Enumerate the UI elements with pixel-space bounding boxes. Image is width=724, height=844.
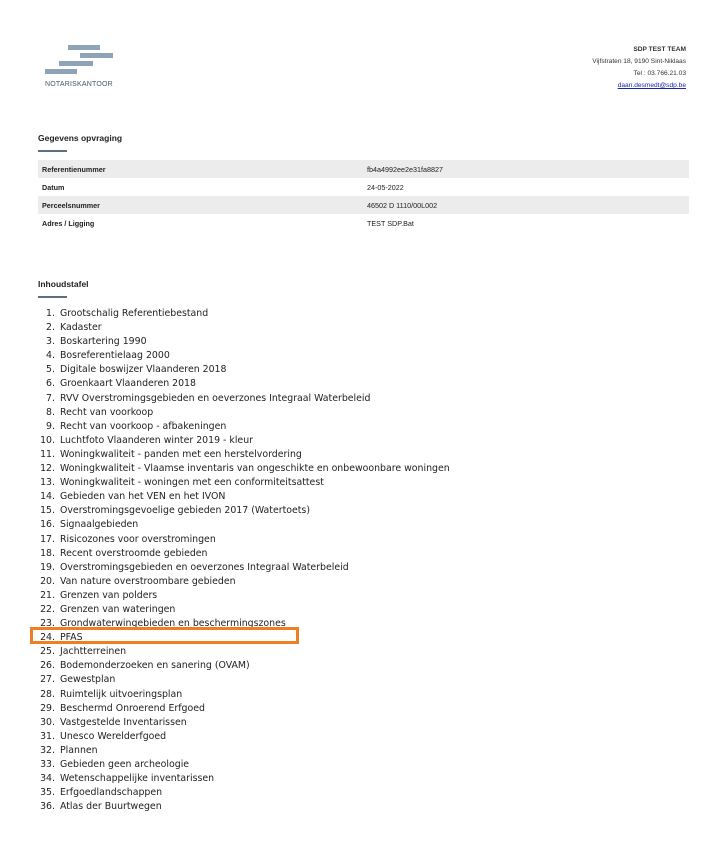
toc-item[interactable] bbox=[38, 688, 450, 702]
toc-label: Woningkwaliteit - woningen met een conformiteitsattest bbox=[60, 477, 324, 489]
email-link[interactable]: daan.desmedt@sdp.be bbox=[617, 82, 686, 89]
toc-number: 12. bbox=[40, 463, 55, 475]
row-label: Adres / Ligging bbox=[42, 218, 95, 228]
toc-label: Van nature overstroombare gebieden bbox=[60, 575, 236, 587]
toc-number: 31. bbox=[40, 730, 55, 742]
telephone: Tel : 03.766.21.03 bbox=[633, 70, 686, 77]
toc-label: Luchtfoto Vlaanderen winter 2019 - kleur bbox=[60, 434, 253, 446]
toc-number: 3. bbox=[46, 336, 55, 348]
toc-number: 23. bbox=[40, 618, 55, 630]
toc-label: Recent overstroomde gebieden bbox=[60, 547, 208, 559]
highlight-box bbox=[30, 627, 299, 644]
toc-number: 19. bbox=[40, 561, 55, 573]
toc-label: Vastgestelde Inventarissen bbox=[60, 716, 187, 728]
toc-number: 6. bbox=[46, 378, 55, 390]
toc-number: 11. bbox=[40, 448, 55, 460]
toc-label: Signaalgebieden bbox=[60, 519, 139, 531]
toc-item[interactable] bbox=[38, 518, 450, 532]
toc-label: Wetenschappelijke inventarissen bbox=[60, 773, 215, 785]
toc-item[interactable] bbox=[38, 504, 450, 518]
logo-bar bbox=[45, 69, 77, 74]
toc-label: Jachtterreinen bbox=[60, 646, 127, 658]
toc-label: Grondwaterwingebieden en beschermingszones bbox=[60, 618, 286, 630]
row-value: TEST SDP.Bat bbox=[367, 218, 414, 228]
toc-label: Grenzen van polders bbox=[60, 589, 158, 601]
toc-label: Grootschalig Referentiebestand bbox=[60, 308, 209, 319]
toc-label: Ruimtelijk uitvoeringsplan bbox=[60, 688, 183, 700]
logo-bar bbox=[68, 45, 100, 50]
toc-label: Grenzen van wateringen bbox=[60, 603, 176, 615]
toc-label: Digitale boswijzer Vlaanderen 2018 bbox=[60, 364, 227, 376]
row-value: 24-05-2022 bbox=[367, 182, 404, 192]
toc-label: Groenkaart Vlaanderen 2018 bbox=[60, 378, 196, 390]
toc-label: Unesco Werelderfgoed bbox=[60, 730, 167, 742]
toc-number: 5. bbox=[46, 364, 55, 376]
toc-item[interactable] bbox=[38, 349, 450, 363]
toc-item[interactable] bbox=[38, 533, 450, 547]
toc-number: 9. bbox=[46, 420, 55, 432]
toc-number: 8. bbox=[46, 406, 55, 418]
toc-label: Overstromingsgebieden en oeverzones Integraal Waterbeleid bbox=[60, 561, 349, 573]
row-label: Referentienummer bbox=[42, 164, 106, 174]
table-row bbox=[38, 178, 689, 196]
request-info-table bbox=[38, 160, 689, 232]
toc-item[interactable] bbox=[38, 321, 450, 335]
toc-number: 22. bbox=[40, 603, 55, 615]
toc-label: Woningkwaliteit - panden met een herstelvordering bbox=[60, 448, 302, 460]
toc-item[interactable] bbox=[38, 589, 450, 603]
table-of-contents bbox=[38, 307, 450, 814]
toc-label: Recht van voorkoop bbox=[60, 406, 154, 418]
toc-item[interactable] bbox=[38, 645, 450, 659]
team-name: SDP TEST TEAM bbox=[633, 46, 686, 53]
toc-item[interactable] bbox=[38, 744, 450, 758]
toc-number: 34. bbox=[40, 773, 55, 785]
section-underline bbox=[38, 296, 67, 298]
toc-number: 13. bbox=[40, 477, 55, 489]
toc-label: Boskartering 1990 bbox=[60, 336, 147, 348]
toc-number: 16. bbox=[40, 519, 55, 531]
toc-label: Woningkwaliteit - Vlaamse inventaris van ongeschikte en onbewoonbare woningen bbox=[60, 463, 450, 475]
address: Vijfstraten 18, 9190 Sint-Niklaas bbox=[592, 58, 686, 65]
toc-item[interactable] bbox=[38, 561, 450, 575]
toc-label: Beschermd Onroerend Erfgoed bbox=[60, 702, 205, 714]
toc-label: Recht van voorkoop - afbakeningen bbox=[60, 420, 227, 432]
toc-item[interactable] bbox=[38, 462, 450, 476]
toc-section-title: Inhoudstafel bbox=[38, 279, 89, 289]
toc-item[interactable] bbox=[38, 730, 450, 744]
logo-bar bbox=[59, 61, 93, 66]
logo-text: NOTARISKANTOOR bbox=[45, 81, 113, 88]
toc-item[interactable] bbox=[38, 307, 450, 321]
toc-number: 30. bbox=[40, 716, 55, 728]
request-section-title: Gegevens opvraging bbox=[38, 133, 123, 143]
toc-number: 10. bbox=[40, 434, 55, 446]
toc-item[interactable] bbox=[38, 603, 450, 617]
toc-number: 27. bbox=[40, 674, 55, 686]
toc-item[interactable] bbox=[38, 434, 450, 448]
toc-item[interactable] bbox=[38, 673, 450, 687]
toc-number: 32. bbox=[40, 744, 55, 756]
toc-number: 14. bbox=[40, 491, 55, 503]
row-label: Datum bbox=[42, 182, 65, 192]
toc-item[interactable] bbox=[38, 659, 450, 673]
toc-item[interactable] bbox=[38, 716, 450, 730]
toc-number: 15. bbox=[40, 505, 55, 517]
toc-item[interactable] bbox=[38, 420, 450, 434]
toc-number: 29. bbox=[40, 702, 55, 714]
toc-number: 2. bbox=[46, 322, 55, 334]
toc-item[interactable] bbox=[38, 772, 450, 786]
section-underline bbox=[38, 150, 67, 152]
toc-number: 25. bbox=[40, 646, 55, 658]
toc-item[interactable] bbox=[38, 476, 450, 490]
table-row bbox=[38, 214, 689, 232]
row-value: 46502 D 1110/00L002 bbox=[367, 200, 438, 210]
toc-number: 21. bbox=[40, 589, 55, 601]
toc-label: Overstromingsgevoelige gebieden 2017 (Watertoets) bbox=[60, 505, 310, 517]
toc-number: 18. bbox=[40, 547, 55, 559]
toc-item[interactable] bbox=[38, 448, 450, 462]
toc-label: Kadaster bbox=[60, 322, 102, 334]
toc-number: 20. bbox=[40, 575, 55, 587]
toc-label: Erfgoedlandschappen bbox=[60, 787, 163, 799]
toc-label: PFAS bbox=[60, 632, 83, 644]
toc-number: 26. bbox=[40, 660, 55, 672]
table-row bbox=[38, 160, 689, 178]
toc-item[interactable] bbox=[38, 786, 450, 800]
row-value: fb4a4992ee2e31fa8827 bbox=[367, 164, 443, 174]
toc-number: 35. bbox=[40, 787, 55, 799]
toc-label: Risicozones voor overstromingen bbox=[60, 533, 216, 545]
toc-label: Gewestplan bbox=[60, 674, 116, 686]
toc-item[interactable] bbox=[38, 490, 450, 504]
toc-label: RVV Overstromingsgebieden en oeverzones Integraal Waterbeleid bbox=[60, 392, 371, 404]
toc-label: Bodemonderzoeken en sanering (OVAM) bbox=[60, 660, 250, 672]
table-row bbox=[38, 196, 689, 214]
toc-number: 7. bbox=[46, 392, 55, 404]
toc-item[interactable] bbox=[38, 800, 450, 814]
toc-item[interactable] bbox=[38, 406, 450, 420]
toc-item[interactable] bbox=[38, 377, 450, 391]
toc-number: 1. bbox=[46, 308, 55, 319]
toc-number: 24. bbox=[40, 632, 55, 644]
toc-label: Bosreferentielaag 2000 bbox=[60, 350, 170, 362]
toc-item[interactable] bbox=[38, 363, 450, 377]
toc-number: 17. bbox=[40, 533, 55, 545]
toc-label: Plannen bbox=[60, 744, 98, 756]
toc-number: 36. bbox=[40, 801, 55, 813]
row-label: Perceelsnummer bbox=[42, 200, 100, 210]
toc-item[interactable] bbox=[38, 547, 450, 561]
toc-item[interactable] bbox=[38, 702, 450, 716]
toc-number: 28. bbox=[40, 688, 55, 700]
toc-number: 4. bbox=[46, 350, 55, 362]
toc-item[interactable] bbox=[38, 575, 450, 589]
toc-item[interactable] bbox=[38, 758, 450, 772]
toc-label: Atlas der Buurtwegen bbox=[60, 801, 162, 813]
logo-bar bbox=[80, 53, 113, 58]
contact-block bbox=[592, 44, 686, 92]
toc-item[interactable] bbox=[38, 335, 450, 349]
toc-label: Gebieden van het VEN en het IVON bbox=[60, 491, 226, 503]
toc-number: 33. bbox=[40, 759, 55, 770]
toc-label: Gebieden geen archeologie bbox=[60, 759, 190, 770]
toc-item[interactable] bbox=[38, 392, 450, 406]
